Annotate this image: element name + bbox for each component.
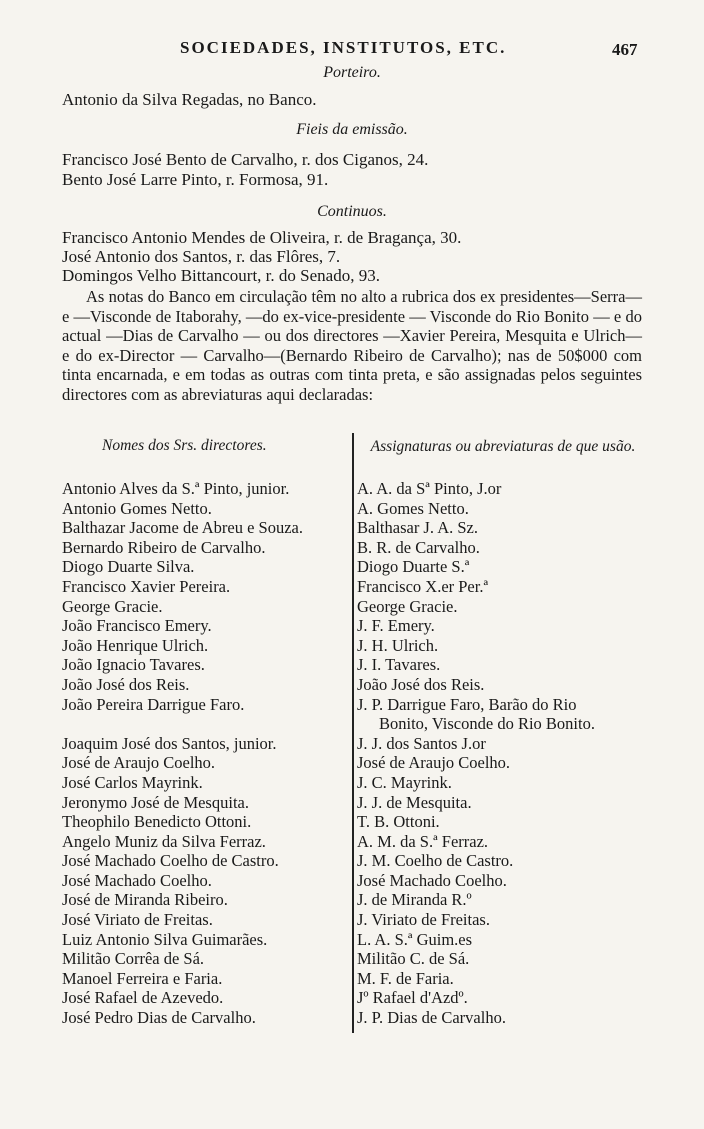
list-item: Jeronymo José de Mesquita.	[62, 792, 249, 812]
list-item: João Henrique Ulrich.	[62, 635, 209, 655]
list-item: J. F. Emery.	[357, 616, 435, 636]
list-item: Diogo Duarte Silva.	[62, 557, 195, 577]
page-number: 467	[612, 40, 638, 59]
list-item: J. P. Dias de Carvalho.	[357, 1008, 506, 1028]
list-item: J. J. dos Santos J.or	[357, 733, 486, 753]
section-title-fieis: Fieis da emissão.	[296, 121, 408, 138]
list-item: José Pedro Dias de Carvalho.	[62, 1008, 256, 1028]
list-item: Joaquim José dos Santos, junior.	[62, 733, 277, 753]
list-item: José Rafael de Azevedo.	[62, 988, 224, 1008]
list-item: João Francisco Emery.	[62, 616, 212, 636]
list-item: Antonio Alves da S.ª Pinto, junior.	[62, 479, 290, 498]
section-title-porteiro: Porteiro.	[323, 64, 381, 81]
continuos-line-2: José Antonio dos Santos, r. das Flôres, 7.	[62, 247, 341, 266]
list-item: T. B. Ottoni.	[357, 812, 440, 832]
list-item: J. M. Coelho de Castro.	[357, 851, 514, 871]
signatures-list	[357, 479, 647, 1028]
list-item: Diogo Duarte S.ª	[357, 557, 470, 577]
list-item-multiline	[357, 695, 647, 734]
list-item: M. F. de Faria.	[357, 968, 454, 988]
fieis-line-2: Bento José Larre Pinto, r. Formosa, 91.	[62, 170, 329, 189]
list-item: José de Araujo Coelho.	[357, 753, 511, 773]
list-item: José de Miranda Ribeiro.	[62, 890, 228, 910]
list-item: Jº Rafael d'Azdº.	[357, 988, 468, 1008]
list-item: José Viriato de Freitas.	[62, 910, 213, 930]
list-item: A. Gomes Netto.	[357, 498, 469, 518]
list-item: Bernardo Ribeiro de Carvalho.	[62, 537, 266, 557]
list-item: José Carlos Mayrink.	[62, 772, 203, 792]
list-item: José de Araujo Coelho.	[62, 753, 216, 773]
page-header	[0, 38, 704, 62]
list-item: Francisco X.er Per.ª	[357, 576, 489, 596]
list-item: José Machado Coelho de Castro.	[62, 851, 279, 871]
list-item: Militão C. de Sá.	[357, 949, 470, 969]
list-item: J. C. Mayrink.	[357, 772, 452, 792]
continuos-line-1: Francisco Antonio Mendes de Oliveira, r. de Bragança, 30.	[62, 228, 462, 247]
fieis-line-1: Francisco José Bento de Carvalho, r. dos Ciganos, 24.	[62, 150, 429, 169]
left-column-header: Nomes dos Srs. directores.	[102, 437, 267, 454]
list-item: Militão Corrêa de Sá.	[62, 949, 205, 969]
list-item: José Machado Coelho.	[62, 870, 212, 890]
list-item: João Ignacio Tavares.	[62, 655, 205, 675]
column-divider	[352, 433, 354, 1033]
section-title-continuos: Continuos.	[317, 203, 387, 220]
list-item: George Gracie.	[357, 596, 458, 616]
list-item: A. A. da Sª Pinto, J.or	[357, 479, 502, 498]
list-item: L. A. S.ª Guim.es	[357, 929, 473, 949]
signature-line-1: J. P. Darrigue Faro, Barão do Rio	[357, 694, 577, 714]
list-item: Angelo Muniz da Silva Ferraz.	[62, 831, 266, 851]
porteiro-line: Antonio da Silva Regadas, no Banco.	[62, 90, 317, 109]
list-item: B. R. de Carvalho.	[357, 537, 480, 557]
list-spacer	[62, 714, 352, 734]
list-item: Francisco Xavier Pereira.	[62, 576, 231, 596]
list-item: João Pereira Darrigue Faro.	[62, 694, 245, 714]
list-item: Theophilo Benedicto Ottoni.	[62, 812, 252, 832]
list-item: Antonio Gomes Netto.	[62, 498, 212, 518]
list-item: Balthasar J. A. Sz.	[357, 518, 478, 538]
list-item: J. I. Tavares.	[357, 655, 441, 675]
list-item: Balthazar Jacome de Abreu e Souza.	[62, 518, 303, 538]
list-item: José Machado Coelho.	[357, 870, 507, 890]
signature-line-2: Bonito, Visconde do Rio Bonito.	[379, 714, 595, 734]
list-item: Luiz Antonio Silva Guimarães.	[62, 929, 268, 949]
list-item: João José dos Reis.	[357, 674, 485, 694]
directors-names-list	[62, 479, 352, 1028]
list-item: J. H. Ulrich.	[357, 635, 439, 655]
right-column-header: Assignaturas ou abreviaturas de que usão.	[370, 438, 636, 455]
running-head: SOCIEDADES, INSTITUTOS, ETC.	[180, 38, 507, 57]
notes-paragraph-text: As notas do Banco em circulação têm no alto a rubrica dos ex presidentes—Serra— e —Visconde de Itaborahy, —do ex-vice-presidente — Visconde do Rio Bonito — e do actual —Dias de Carvalho — ou dos directores —Xavier Pereira, Mesquita e Ulrich— e do ex-Director — Carvalho—(Bernardo Ribeiro de Carvalho); nas de 50$000 com tinta encarnada, e em todas as outras com tinta preta, e são assignadas pelos seguintes directores com as abreviaturas aqui declaradas:	[62, 287, 642, 404]
list-item: J. de Miranda R.º	[357, 890, 472, 910]
list-item: A. M. da S.ª Ferraz.	[357, 831, 489, 851]
list-item: George Gracie.	[62, 596, 163, 616]
list-item: J. Viriato de Freitas.	[357, 910, 490, 930]
list-item: Manoel Ferreira e Faria.	[62, 968, 223, 988]
list-item: J. J. de Mesquita.	[357, 792, 472, 812]
continuos-line-3: Domingos Velho Bittancourt, r. do Senado, 93.	[62, 266, 380, 285]
notes-paragraph	[62, 287, 642, 405]
list-item: João José dos Reis.	[62, 674, 190, 694]
